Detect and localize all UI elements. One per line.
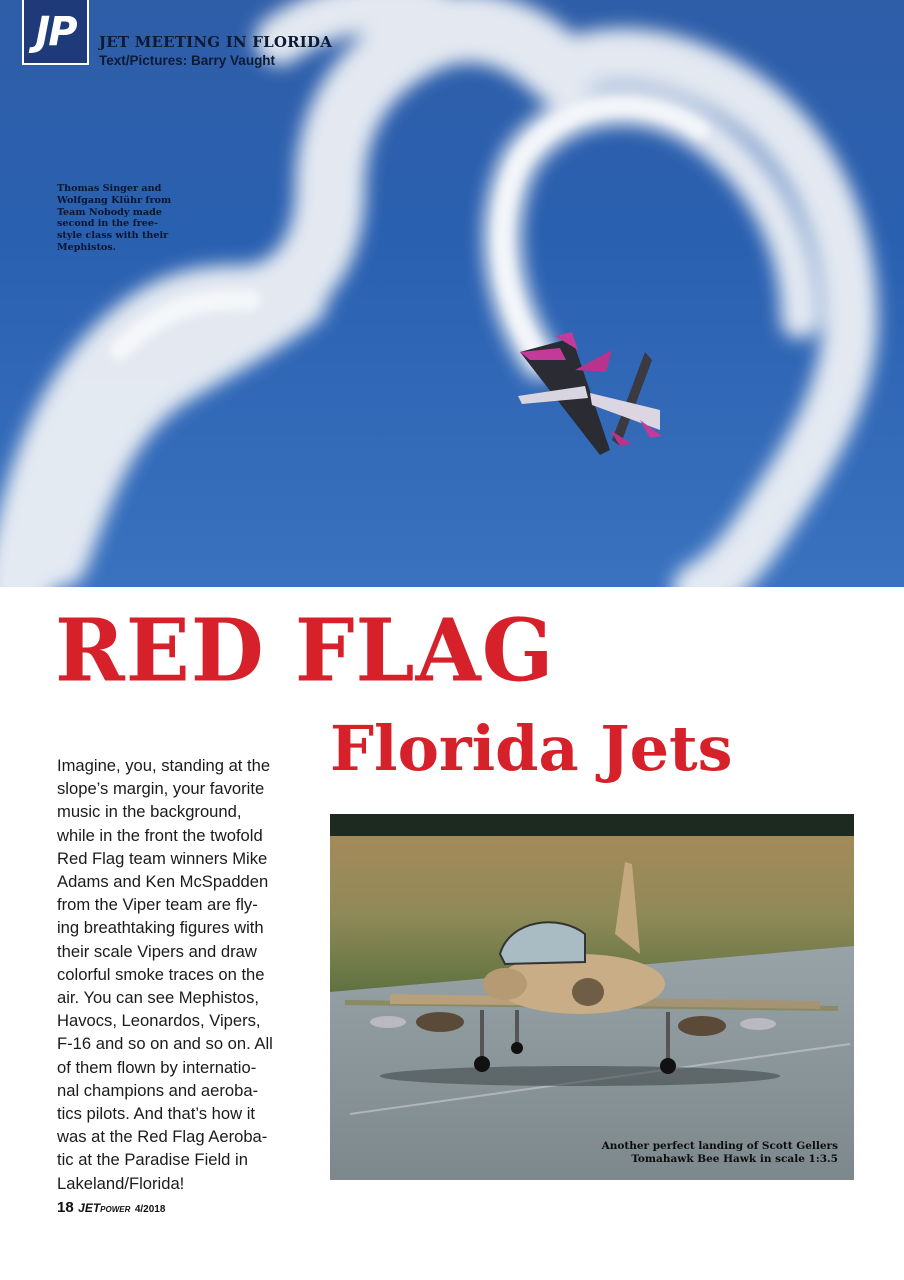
article-body xyxy=(57,754,287,1195)
body-line: Adams and Ken McSpadden xyxy=(57,872,269,892)
hero-photo xyxy=(0,0,904,587)
body-line: ing breathtaking figures with xyxy=(57,918,264,938)
magazine-name-power: POWER xyxy=(100,1205,131,1214)
body-line: from the Viper team are fly- xyxy=(57,895,258,915)
section-title: JET MEETING IN FLORIDA xyxy=(99,33,333,51)
photo-caption xyxy=(602,1140,838,1166)
byline: Text/Pictures: Barry Vaught xyxy=(99,53,276,68)
body-line: tic at the Paradise Field in xyxy=(57,1150,248,1170)
caption-line: style class with their xyxy=(57,230,169,242)
body-line: colorful smoke traces on the xyxy=(57,964,265,984)
photo-caption-line: Tomahawk Bee Hawk in scale 1:3.5 xyxy=(631,1153,838,1165)
body-line: Red Flag team winners Mike xyxy=(57,848,268,868)
caption-line: Team Nobody made xyxy=(57,206,162,218)
smoke-trails-image xyxy=(0,0,904,587)
body-line: was at the Red Flag Aeroba- xyxy=(57,1127,268,1147)
page-number: 18 xyxy=(57,1199,74,1216)
body-line: air. You can see Mephistos, xyxy=(57,988,260,1008)
body-line: their scale Vipers and draw xyxy=(57,941,257,961)
body-line: F-16 and so on and so on. All xyxy=(57,1034,273,1054)
body-line: of them flown by internatio- xyxy=(57,1057,257,1077)
headline-main: RED FLAG xyxy=(55,599,555,701)
caption-line: Wolfgang Klühr from xyxy=(57,194,172,206)
jet-1-image xyxy=(518,332,612,455)
body-line: Lakeland/Florida! xyxy=(57,1173,185,1193)
logo-text: JP xyxy=(35,8,76,55)
body-line: music in the background, xyxy=(57,802,242,822)
body-line: while in the front the twofold xyxy=(57,825,263,845)
page-footer xyxy=(57,1199,165,1217)
photo-caption-line: Another perfect landing of Scott Gellers xyxy=(601,1140,838,1152)
body-line: nal champions and aeroba- xyxy=(57,1080,259,1100)
magazine-name-jet: JET xyxy=(78,1201,101,1215)
landing-photo xyxy=(330,814,854,1180)
issue-number: 4/2018 xyxy=(134,1204,166,1215)
caption-line: Thomas Singer and xyxy=(57,183,162,194)
body-line: Havocs, Leonardos, Vipers, xyxy=(57,1011,261,1031)
hero-caption xyxy=(57,183,177,254)
caption-line: Mephistos. xyxy=(57,241,117,253)
body-line: tics pilots. And that’s how it xyxy=(57,1104,255,1124)
body-line: slope’s margin, your favorite xyxy=(57,779,265,799)
jet-landing-image xyxy=(330,814,854,1180)
caption-line: second in the free- xyxy=(57,218,158,230)
headline-sub: Florida Jets xyxy=(330,712,733,785)
body-line: Imagine, you, standing at the xyxy=(57,756,271,775)
magazine-logo xyxy=(22,0,89,65)
